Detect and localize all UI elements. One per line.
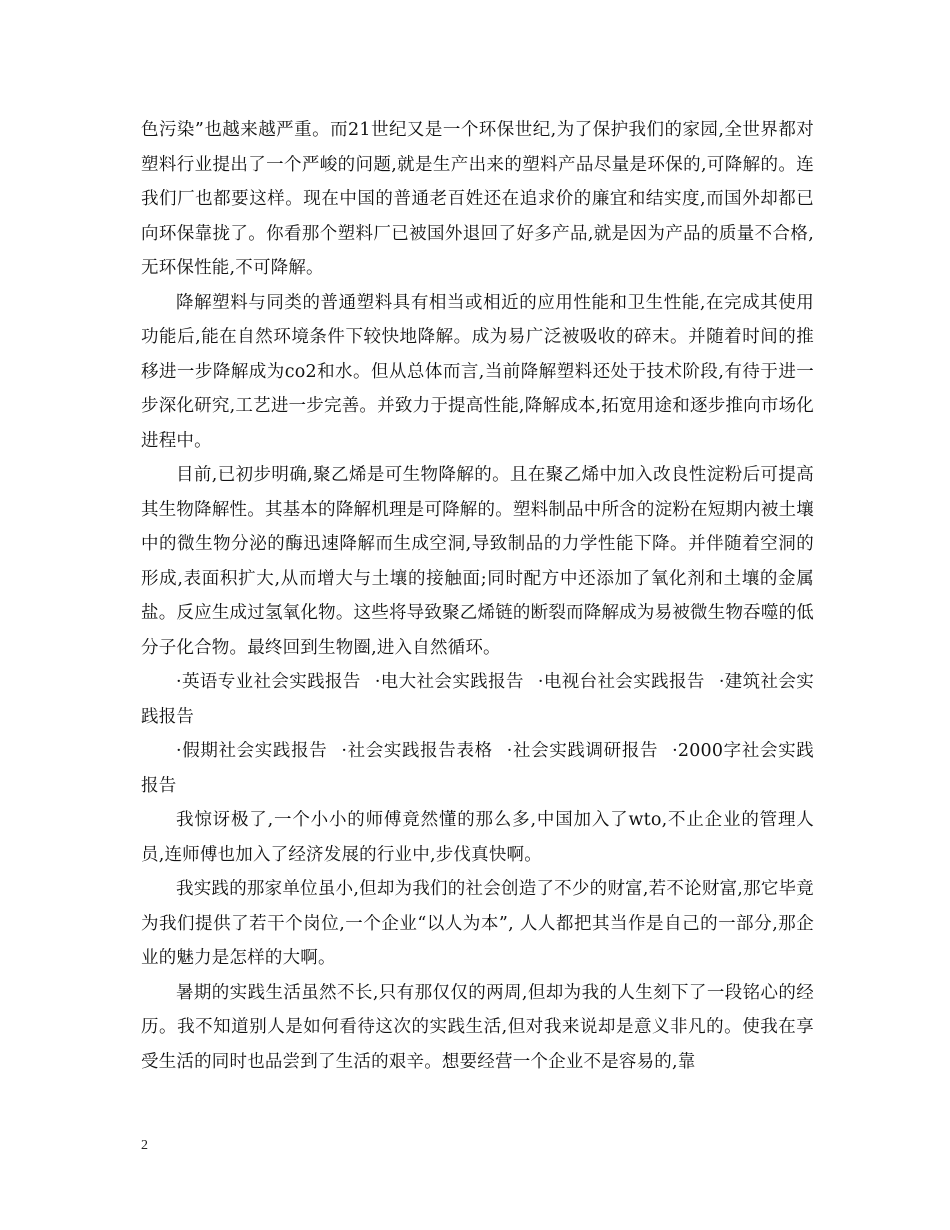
related-link-tvu[interactable]: ·电大社会实践报告	[374, 672, 524, 692]
related-link-research-report[interactable]: ·社会实践调研报告	[506, 741, 659, 761]
document-body	[141, 113, 814, 1079]
paragraph-master-wto: 我惊讶极了,一个小小的师傅竟然懂的那么多,中国加入了wto,不止企业的管理人员,连师傅也加入了经济发展的行业中,步伐真快啊。	[141, 810, 814, 865]
paragraph-continued: 色污染”也越来越严重。而21世纪又是一个环保世纪,为了保护我们的家园,全世界都对塑料行业提出了一个严峻的问题,就是生产出来的塑料产品尽量是环保的,可降解的。连我们厂也都要这样。现在中国的普通老百姓还在追求价的廉宜和结实度,而国外却都已向环保靠拢了。你看那个塑料厂已被国外退回了好多产品,就是因为产品的质量不合格,无环保性能,不可降解。	[141, 120, 814, 278]
related-link-report-form[interactable]: ·社会实践报告表格	[341, 741, 493, 761]
paragraph-degradable-plastics: 降解塑料与同类的普通塑料具有相当或相近的应用性能和卫生性能,在完成其使用功能后,能在自然环境条件下较快地降解。成为易广泛被吸收的碎末。并随着时间的推移进一步降解成为co2和水。但从总体而言,当前降解塑料还处于技术阶段,有待于进一步深化研究,工艺进一步完善。并致力于提高性能,降解成本,拓宽用途和逐步推向市场化进程中。	[141, 292, 814, 451]
related-link-2000-words[interactable]: ·2000字社会实践报告	[141, 741, 814, 796]
related-link-architecture[interactable]: ·建筑社会实践报告	[141, 672, 815, 727]
related-link-english-major[interactable]: ·英语专业社会实践报告	[176, 672, 361, 692]
related-links-row	[141, 665, 814, 734]
paragraph-summer-practice: 暑期的实践生活虽然不长,只有那仅仅的两周,但却为我的人生刻下了一段铭心的经历。我不知道别人是如何看待这次的实践生活,但对我来说却是意义非凡的。使我在享受生活的同时也品尝到了生活的艰辛。想要经营一个企业不是容易的,靠	[141, 982, 814, 1072]
paragraph-polyethylene: 目前,已初步明确,聚乙烯是可生物降解的。且在聚乙烯中加入改良性淀粉后可提高其生物降解性。其基本的降解机理是可降解的。塑料制品中所含的淀粉在短期内被土壤中的微生物分泌的酶迅速降解而生成空洞,导致制品的力学性能下降。并伴随着空洞的形成,表面积扩大,从而增大与土壤的接触面;同时配方中还添加了氧化剂和土壤的金属盐。反应生成过氢氧化物。这些将导致聚乙烯链的断裂而降解成为易被微生物吞噬的低分子化合物。最终回到生物圈,进入自然循环。	[141, 465, 814, 658]
paragraph-company: 我实践的那家单位虽小,但却为我们的社会创造了不少的财富,若不论财富,那它毕竟为我们提供了若干个岗位,一个企业“以人为本”, 人人都把其当作是自己的一部分,那企业的魅力是怎样的大啊。	[141, 879, 814, 968]
related-links-row	[141, 734, 814, 803]
page-number: 2	[141, 1138, 148, 1153]
related-link-vacation[interactable]: ·假期社会实践报告	[176, 741, 328, 761]
related-link-tv-station[interactable]: ·电视台社会实践报告	[537, 672, 705, 692]
